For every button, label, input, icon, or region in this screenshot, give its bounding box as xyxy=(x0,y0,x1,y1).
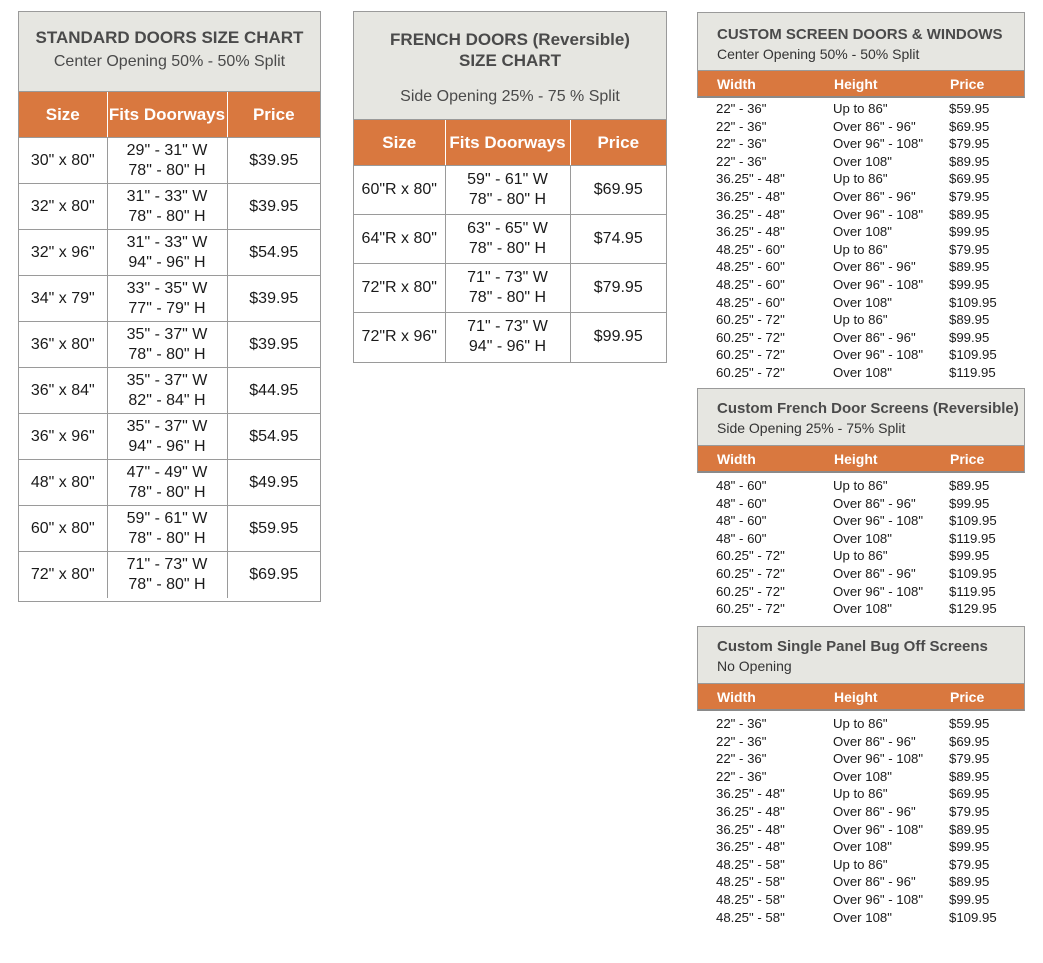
price-value: $89.95 xyxy=(949,821,990,837)
size-cell: 48" x 80" xyxy=(19,460,107,506)
col-header-size: Size xyxy=(19,92,107,138)
width-value: 36.25" - 48" xyxy=(716,171,785,187)
price-value: $79.95 xyxy=(949,241,990,257)
fits-height: 78" - 80" H xyxy=(128,207,206,225)
fits-width: 33" - 35" W xyxy=(126,279,208,297)
list-item xyxy=(697,118,1025,136)
height-value: Up to 86" xyxy=(833,856,888,872)
fits-height: 94" - 96" H xyxy=(128,253,206,271)
height-value: Over 108" xyxy=(833,839,892,855)
fits-doorways-cell xyxy=(445,264,570,313)
list-item xyxy=(697,803,1025,821)
price-value: $79.95 xyxy=(949,856,990,872)
list-item xyxy=(697,583,1025,601)
french-chart-header xyxy=(354,12,666,120)
height-value: Up to 86" xyxy=(833,171,888,187)
price-cell: $74.95 xyxy=(570,215,666,264)
price-cell: $59.95 xyxy=(227,506,320,552)
height-value: Over 108" xyxy=(833,909,892,925)
standard-doors-chart xyxy=(18,11,321,602)
height-value: Over 108" xyxy=(833,294,892,310)
standard-chart-subtitle: Center Opening 50% - 50% Split xyxy=(53,53,286,70)
width-value: 22" - 36" xyxy=(716,733,767,749)
size-cell: 36" x 84" xyxy=(19,368,107,414)
fits-height: 78" - 80" H xyxy=(128,483,206,501)
fits-doorways-cell xyxy=(107,368,227,414)
col-header-price: Price xyxy=(950,689,985,705)
price-value: $79.95 xyxy=(949,136,990,152)
height-value: Up to 86" xyxy=(833,241,888,257)
price-value: $119.95 xyxy=(949,530,996,546)
price-value: $109.95 xyxy=(949,513,997,529)
width-value: 48.25" - 60" xyxy=(716,294,785,310)
height-value: Over 96" - 108" xyxy=(833,347,923,363)
width-value: 60.25" - 72" xyxy=(716,565,785,581)
table-row xyxy=(19,506,320,552)
price-value: $69.95 xyxy=(949,786,990,802)
col-header-price: Price xyxy=(227,92,320,138)
width-value: 22" - 36" xyxy=(716,716,767,731)
list-item xyxy=(697,206,1025,224)
list-item xyxy=(697,750,1025,768)
fits-doorways-cell xyxy=(107,506,227,552)
width-value: 36.25" - 48" xyxy=(716,803,785,819)
price-value: $69.95 xyxy=(949,171,990,187)
list-item xyxy=(697,821,1025,839)
list-item xyxy=(697,477,1025,495)
custom-french-screens-panel xyxy=(697,388,1025,618)
height-value: Over 108" xyxy=(833,153,892,169)
price-cell: $79.95 xyxy=(570,264,666,313)
custom-french-column-bar xyxy=(697,446,1025,473)
col-header-price: Price xyxy=(570,120,666,166)
french-chart-title-line2: SIZE CHART xyxy=(459,51,561,70)
width-value: 22" - 36" xyxy=(716,153,767,169)
width-value: 48.25" - 58" xyxy=(716,891,785,907)
size-cell: 72" x 80" xyxy=(19,552,107,598)
price-value: $99.95 xyxy=(949,891,990,907)
price-value: $109.95 xyxy=(949,294,997,310)
height-value: Over 86" - 96" xyxy=(833,188,916,204)
price-cell: $49.95 xyxy=(227,460,320,506)
height-value: Over 108" xyxy=(833,364,892,380)
custom-french-header xyxy=(697,388,1025,446)
list-item xyxy=(697,856,1025,874)
width-value: 48" - 60" xyxy=(716,478,767,493)
price-value: $99.95 xyxy=(949,839,990,855)
size-cell: 64"R x 80" xyxy=(354,215,445,264)
french-chart-title-line1: FRENCH DOORS (Reversible) xyxy=(390,30,630,49)
standard-chart-title: STANDARD DOORS SIZE CHART xyxy=(35,28,304,47)
fits-width: 71" - 73" W xyxy=(467,318,548,336)
price-value: $99.95 xyxy=(949,548,990,564)
french-chart-subtitle: Side Opening 25% - 75 % Split xyxy=(400,88,620,105)
height-value: Over 86" - 96" xyxy=(833,118,916,134)
list-item xyxy=(697,495,1025,513)
fits-height: 94" - 96" H xyxy=(128,437,206,455)
height-value: Over 86" - 96" xyxy=(833,495,916,511)
list-item xyxy=(697,733,1025,751)
custom-bugoff-column-bar xyxy=(697,684,1025,711)
width-value: 60.25" - 72" xyxy=(716,312,785,328)
standard-table-body xyxy=(19,138,320,598)
width-value: 36.25" - 48" xyxy=(716,839,785,855)
size-cell: 72"R x 80" xyxy=(354,264,445,313)
custom-bugoff-subtitle: No Opening xyxy=(717,658,792,674)
price-value: $69.95 xyxy=(949,733,990,749)
height-value: Over 96" - 108" xyxy=(833,583,923,599)
price-value: $79.95 xyxy=(949,188,990,204)
table-row xyxy=(19,184,320,230)
custom-screen-subtitle: Center Opening 50% - 50% Split xyxy=(717,46,920,62)
col-header-width: Width xyxy=(717,76,756,92)
col-header-width: Width xyxy=(717,689,756,705)
fits-height: 78" - 80" H xyxy=(468,240,547,257)
fits-height: 78" - 80" H xyxy=(128,161,206,179)
table-row xyxy=(354,264,666,313)
fits-width: 63" - 65" W xyxy=(467,220,548,237)
fits-doorways-cell xyxy=(107,184,227,230)
list-item xyxy=(697,188,1025,206)
col-header-height: Height xyxy=(834,76,878,92)
table-row xyxy=(19,138,320,184)
width-value: 22" - 36" xyxy=(716,118,767,134)
height-value: Over 96" - 108" xyxy=(833,891,923,907)
fits-doorways-cell xyxy=(107,138,227,184)
col-header-height: Height xyxy=(834,451,878,467)
col-header-price: Price xyxy=(950,76,985,92)
width-value: 48.25" - 60" xyxy=(716,276,785,292)
fits-height: 77" - 79" H xyxy=(128,299,206,317)
price-value: $109.95 xyxy=(949,347,997,363)
width-value: 36.25" - 48" xyxy=(716,821,785,837)
width-value: 48.25" - 58" xyxy=(716,856,785,872)
width-value: 36.25" - 48" xyxy=(716,786,785,802)
fits-doorways-cell xyxy=(445,215,570,264)
height-value: Over 108" xyxy=(833,224,892,240)
list-item xyxy=(697,909,1025,927)
fits-doorways-cell xyxy=(107,276,227,322)
custom-french-subtitle: Side Opening 25% - 75% Split xyxy=(717,420,906,436)
list-item xyxy=(697,768,1025,786)
list-item xyxy=(697,258,1025,276)
custom-bugoff-screens-panel xyxy=(697,626,1025,926)
height-value: Up to 86" xyxy=(833,101,888,116)
price-value: $89.95 xyxy=(949,478,990,493)
fits-height: 78" - 80" H xyxy=(128,345,206,363)
width-value: 22" - 36" xyxy=(716,101,767,116)
fits-doorways-cell xyxy=(107,552,227,598)
price-value: $59.95 xyxy=(949,101,990,116)
list-item xyxy=(697,276,1025,294)
list-item xyxy=(697,530,1025,548)
standard-size-table xyxy=(19,92,320,598)
table-row xyxy=(19,230,320,276)
col-header-size: Size xyxy=(354,120,445,166)
fits-height: 78" - 80" H xyxy=(128,575,206,593)
price-cell: $69.95 xyxy=(570,166,666,215)
list-item xyxy=(697,512,1025,530)
fits-doorways-cell xyxy=(107,414,227,460)
price-cell: $39.95 xyxy=(227,138,320,184)
price-cell: $69.95 xyxy=(249,565,299,583)
height-value: Over 86" - 96" xyxy=(833,259,916,275)
price-value: $89.95 xyxy=(949,206,990,222)
fits-height: 82" - 84" H xyxy=(128,391,206,409)
fits-width: 47" - 49" W xyxy=(126,463,208,481)
price-value: $89.95 xyxy=(949,874,990,890)
col-header-height: Height xyxy=(834,689,878,705)
price-cell: $44.95 xyxy=(227,368,320,414)
height-value: Over 96" - 108" xyxy=(833,751,923,767)
fits-doorways-cell xyxy=(107,230,227,276)
fits-width: 31" - 33" W xyxy=(126,233,208,251)
french-size-table xyxy=(354,120,666,362)
height-value: Up to 86" xyxy=(833,716,888,731)
width-value: 36.25" - 48" xyxy=(716,206,785,222)
size-cell: 36" x 80" xyxy=(19,322,107,368)
size-cell: 72"R x 96" xyxy=(354,313,445,362)
table-row xyxy=(354,313,666,362)
price-value: $109.95 xyxy=(949,909,997,925)
standard-chart-header xyxy=(19,12,320,92)
fits-width: 29" - 31" W xyxy=(126,141,208,159)
list-item xyxy=(697,135,1025,153)
size-cell: 34" x 79" xyxy=(19,276,107,322)
table-row xyxy=(19,552,320,598)
french-doors-chart xyxy=(353,11,667,363)
price-value: $79.95 xyxy=(949,751,990,767)
width-value: 36.25" - 48" xyxy=(716,188,785,204)
height-value: Up to 86" xyxy=(833,312,888,328)
width-value: 60.25" - 72" xyxy=(716,601,785,617)
height-value: Up to 86" xyxy=(833,478,888,493)
height-value: Over 108" xyxy=(833,601,892,617)
price-value: $59.95 xyxy=(949,716,990,731)
width-value: 22" - 36" xyxy=(716,768,767,784)
table-header-row xyxy=(19,92,320,138)
price-value: $99.95 xyxy=(949,224,990,240)
price-cell: $54.95 xyxy=(227,230,320,276)
custom-screen-list xyxy=(697,98,1025,382)
fits-height: 78" - 80" H xyxy=(468,191,547,208)
price-value: $89.95 xyxy=(949,768,990,784)
fits-width: 35" - 37" W xyxy=(126,371,208,389)
height-value: Up to 86" xyxy=(833,548,888,564)
table-row xyxy=(19,414,320,460)
height-value: Over 86" - 96" xyxy=(833,803,916,819)
custom-screen-header xyxy=(697,12,1025,71)
fits-width: 71" - 73" W xyxy=(126,555,208,573)
fits-doorways-cell xyxy=(107,460,227,506)
fits-width: 59" - 61" W xyxy=(467,171,548,188)
price-value: $89.95 xyxy=(949,153,990,169)
fits-height: 94" - 96" H xyxy=(468,338,547,356)
price-value: $99.95 xyxy=(949,329,990,345)
width-value: 48" - 60" xyxy=(716,530,767,546)
height-value: Over 86" - 96" xyxy=(833,733,916,749)
size-cell: 30" x 80" xyxy=(19,138,107,184)
width-value: 48" - 60" xyxy=(716,513,767,529)
width-value: 48.25" - 60" xyxy=(716,241,785,257)
price-cell: $39.95 xyxy=(227,276,320,322)
fits-width: 71" - 73" W xyxy=(467,269,548,286)
fits-doorways-cell xyxy=(445,313,570,362)
list-item xyxy=(697,715,1025,733)
size-cell: 32" x 96" xyxy=(19,230,107,276)
custom-screen-title: CUSTOM SCREEN DOORS & WINDOWS xyxy=(717,26,1003,43)
width-value: 60.25" - 72" xyxy=(716,548,785,564)
list-item xyxy=(697,547,1025,565)
width-value: 48" - 60" xyxy=(716,495,767,511)
custom-screen-doors-panel xyxy=(697,12,1025,382)
fits-height: 78" - 80" H xyxy=(128,529,206,547)
custom-screen-column-bar xyxy=(697,71,1025,98)
width-value: 22" - 36" xyxy=(716,751,767,767)
table-row xyxy=(19,368,320,414)
height-value: Over 108" xyxy=(833,530,892,546)
col-header-fits: Fits Doorways xyxy=(107,92,227,138)
fits-width: 59" - 61" W xyxy=(126,509,208,527)
height-value: Over 96" - 108" xyxy=(833,206,923,222)
height-value: Over 86" - 96" xyxy=(833,565,916,581)
custom-french-list xyxy=(697,473,1025,618)
list-item xyxy=(697,838,1025,856)
width-value: 60.25" - 72" xyxy=(716,347,785,363)
fits-doorways-cell xyxy=(445,166,570,215)
list-item xyxy=(697,891,1025,909)
height-value: Over 96" - 108" xyxy=(833,276,923,292)
col-header-fits: Fits Doorways xyxy=(445,120,570,166)
table-row xyxy=(19,276,320,322)
price-value: $119.95 xyxy=(949,583,996,599)
price-cell: $39.95 xyxy=(227,184,320,230)
price-value: $69.95 xyxy=(949,118,990,134)
price-value: $89.95 xyxy=(949,259,990,275)
table-row xyxy=(19,460,320,506)
price-value: $119.95 xyxy=(949,364,996,380)
size-cell: 36" x 96" xyxy=(19,414,107,460)
height-value: Over 86" - 96" xyxy=(833,329,916,345)
price-value: $109.95 xyxy=(949,565,997,581)
table-row xyxy=(19,322,320,368)
list-item xyxy=(697,241,1025,259)
price-value: $129.95 xyxy=(949,601,997,617)
height-value: Over 96" - 108" xyxy=(833,136,923,152)
size-cell: 60"R x 80" xyxy=(354,166,445,215)
fits-doorways-cell xyxy=(107,322,227,368)
width-value: 60.25" - 72" xyxy=(716,583,785,599)
fits-width: 35" - 37" W xyxy=(126,417,208,435)
size-cell: 60" x 80" xyxy=(19,506,107,552)
list-item xyxy=(697,294,1025,312)
list-item xyxy=(697,170,1025,188)
table-header-row xyxy=(354,120,666,166)
height-value: Over 96" - 108" xyxy=(833,821,923,837)
width-value: 60.25" - 72" xyxy=(716,329,785,345)
width-value: 22" - 36" xyxy=(716,136,767,152)
list-item xyxy=(697,600,1025,618)
list-item xyxy=(697,873,1025,891)
col-header-width: Width xyxy=(717,451,756,467)
width-value: 48.25" - 58" xyxy=(716,909,785,925)
list-item xyxy=(697,329,1025,347)
custom-bugoff-header xyxy=(697,626,1025,684)
fits-width: 31" - 33" W xyxy=(126,187,208,205)
table-row xyxy=(354,166,666,215)
list-item xyxy=(697,364,1025,382)
width-value: 48.25" - 60" xyxy=(716,259,785,275)
custom-bugoff-title: Custom Single Panel Bug Off Screens xyxy=(717,638,988,655)
price-value: $99.95 xyxy=(949,276,990,292)
price-cell: $39.95 xyxy=(227,322,320,368)
list-item xyxy=(697,565,1025,583)
list-item xyxy=(697,223,1025,241)
list-item xyxy=(697,100,1025,118)
width-value: 36.25" - 48" xyxy=(716,224,785,240)
price-value: $79.95 xyxy=(949,803,990,819)
table-row xyxy=(354,215,666,264)
fits-height: 78" - 80" H xyxy=(468,289,547,306)
list-item xyxy=(697,153,1025,171)
list-item xyxy=(697,346,1025,364)
height-value: Up to 86" xyxy=(833,786,888,802)
list-item xyxy=(697,311,1025,329)
width-value: 48.25" - 58" xyxy=(716,874,785,890)
size-cell: 32" x 80" xyxy=(19,184,107,230)
custom-french-title: Custom French Door Screens (Reversible) xyxy=(717,400,1019,417)
fits-width: 35" - 37" W xyxy=(126,325,208,343)
french-table-body xyxy=(354,166,666,362)
price-cell: $54.95 xyxy=(227,414,320,460)
height-value: Over 86" - 96" xyxy=(833,874,916,890)
price-cell: $99.95 xyxy=(593,328,643,346)
height-value: Over 108" xyxy=(833,768,892,784)
custom-bugoff-list xyxy=(697,711,1025,926)
height-value: Over 96" - 108" xyxy=(833,513,923,529)
col-header-price: Price xyxy=(950,451,985,467)
list-item xyxy=(697,785,1025,803)
price-value: $99.95 xyxy=(949,495,990,511)
width-value: 60.25" - 72" xyxy=(716,364,785,380)
price-value: $89.95 xyxy=(949,312,990,328)
